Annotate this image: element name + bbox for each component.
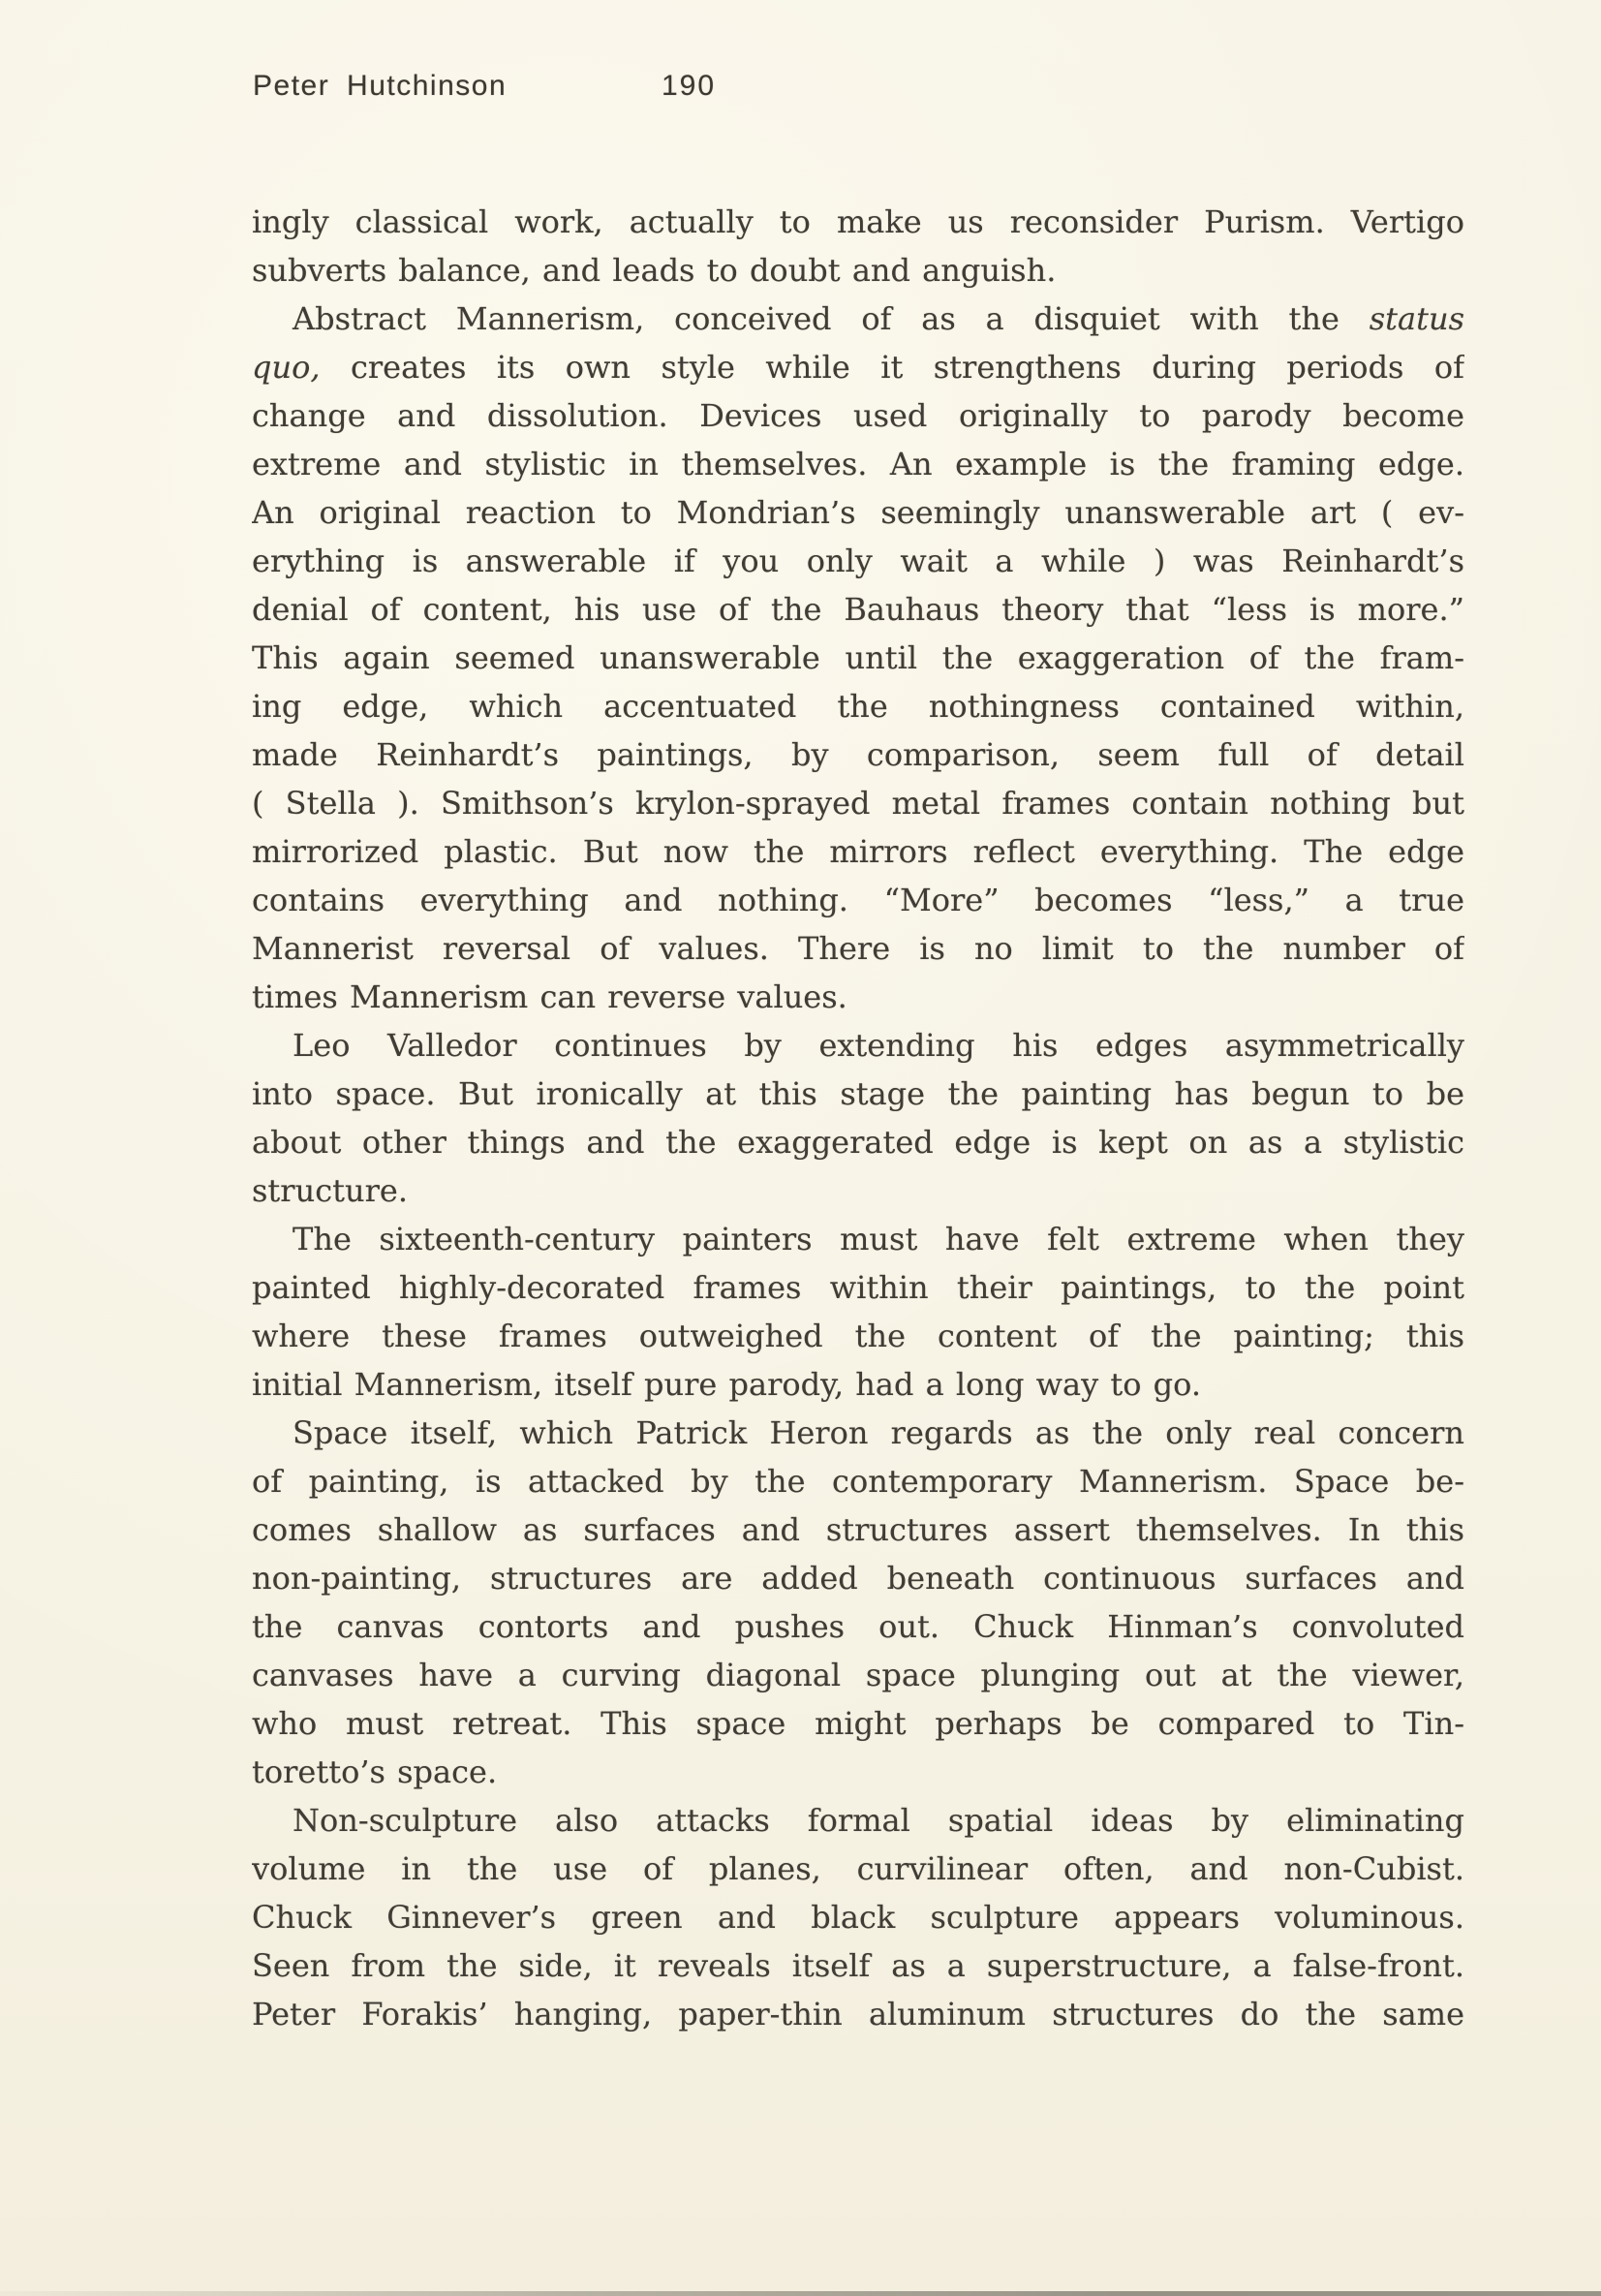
text-line: This again seemed unanswerable until the exaggeration of the fram- xyxy=(252,639,1464,676)
text-line: mirrorized plastic. But now the mirrors reflect everything. The edge xyxy=(252,833,1464,870)
text-line: ing edge, which accentuated the nothingness contained within, xyxy=(252,688,1464,725)
text-line: denial of content, his use of the Bauhaus theory that “less is more.” xyxy=(252,591,1464,628)
text-line: contains everything and nothing. “More” becomes “less,” a true xyxy=(252,882,1464,918)
text-line: initial Mannerism, itself pure parody, had a long way to go. xyxy=(252,1366,1202,1403)
text-line: subverts balance, and leads to doubt and anguish. xyxy=(252,252,1057,289)
text-line: who must retreat. This space might perhaps be compared to Tin- xyxy=(252,1705,1464,1742)
text-line: Abstract Mannerism, conceived of as a disquiet with the status xyxy=(292,300,1464,337)
paragraph xyxy=(252,1796,1464,2038)
text-line: canvases have a curving diagonal space plunging out at the viewer, xyxy=(252,1657,1464,1693)
text-line: made Reinhardt’s paintings, by comparison, seem full of detail xyxy=(252,736,1464,773)
text-line: extreme and stylistic in themselves. An example is the framing edge. xyxy=(252,446,1464,482)
text-line: about other things and the exaggerated edge is kept on as a stylistic xyxy=(252,1124,1464,1161)
text-line: ( Stella ). Smithson’s krylon-sprayed metal frames contain nothing but xyxy=(252,785,1464,822)
text-line: comes shallow as surfaces and structures assert themselves. In this xyxy=(252,1511,1464,1548)
text-line: An original reaction to Mondrian’s seemingly unanswerable art ( ev- xyxy=(252,494,1464,531)
text-line: toretto’s space. xyxy=(252,1753,498,1790)
text-line: Non-sculpture also attacks formal spatial ideas by eliminating xyxy=(292,1802,1464,1839)
text-line: Leo Valledor continues by extending his edges asymmetrically xyxy=(292,1027,1464,1064)
paragraph xyxy=(252,1215,1464,1409)
text-line: times Mannerism can reverse values. xyxy=(252,978,847,1015)
text-line: Seen from the side, it reveals itself as a superstructure, a false-front. xyxy=(252,1947,1464,1984)
paragraph xyxy=(252,295,1464,1021)
text-line: structure. xyxy=(252,1172,408,1209)
paragraph xyxy=(252,1409,1464,1796)
text-line: Space itself, which Patrick Heron regards as the only real concern xyxy=(292,1414,1464,1451)
text-line: non-painting, structures are added beneath continuous surfaces and xyxy=(252,1560,1464,1597)
scan-bottom-edge xyxy=(0,2291,1601,2296)
text-line: Peter Forakis’ hanging, paper-thin aluminum structures do the same xyxy=(252,1996,1464,2032)
paragraph xyxy=(252,1021,1464,1215)
text-line: ingly classical work, actually to make us reconsider Purism. Vertigo xyxy=(252,203,1464,240)
text-line: painted highly-decorated frames within their paintings, to the point xyxy=(252,1269,1464,1306)
text-line: Mannerist reversal of values. There is no limit to the number of xyxy=(252,930,1464,967)
text-line: the canvas contorts and pushes out. Chuck Hinman’s convoluted xyxy=(252,1608,1464,1645)
text-line: The sixteenth-century painters must have felt extreme when they xyxy=(292,1221,1464,1257)
text-line: quo, creates its own style while it strengthens during periods of xyxy=(252,349,1464,386)
text-line: Chuck Ginnever’s green and black sculpture appears voluminous. xyxy=(252,1899,1464,1936)
paragraph xyxy=(252,198,1464,295)
text-line: into space. But ironically at this stage the painting has begun to be xyxy=(252,1075,1464,1112)
running-header-author: Peter Hutchinson xyxy=(253,70,508,102)
running-header xyxy=(253,70,716,103)
text-line: change and dissolution. Devices used originally to parody become xyxy=(252,397,1464,434)
text-line: of painting, is attacked by the contemporary Mannerism. Space be- xyxy=(252,1463,1464,1500)
page-body xyxy=(252,198,1464,2038)
text-line: erything is answerable if you only wait a while ) was Reinhardt’s xyxy=(252,543,1464,579)
text-line: where these frames outweighed the content of the painting; this xyxy=(252,1318,1464,1354)
text-line: volume in the use of planes, curvilinear often, and non-Cubist. xyxy=(252,1850,1464,1887)
page-number: 190 xyxy=(661,70,717,102)
